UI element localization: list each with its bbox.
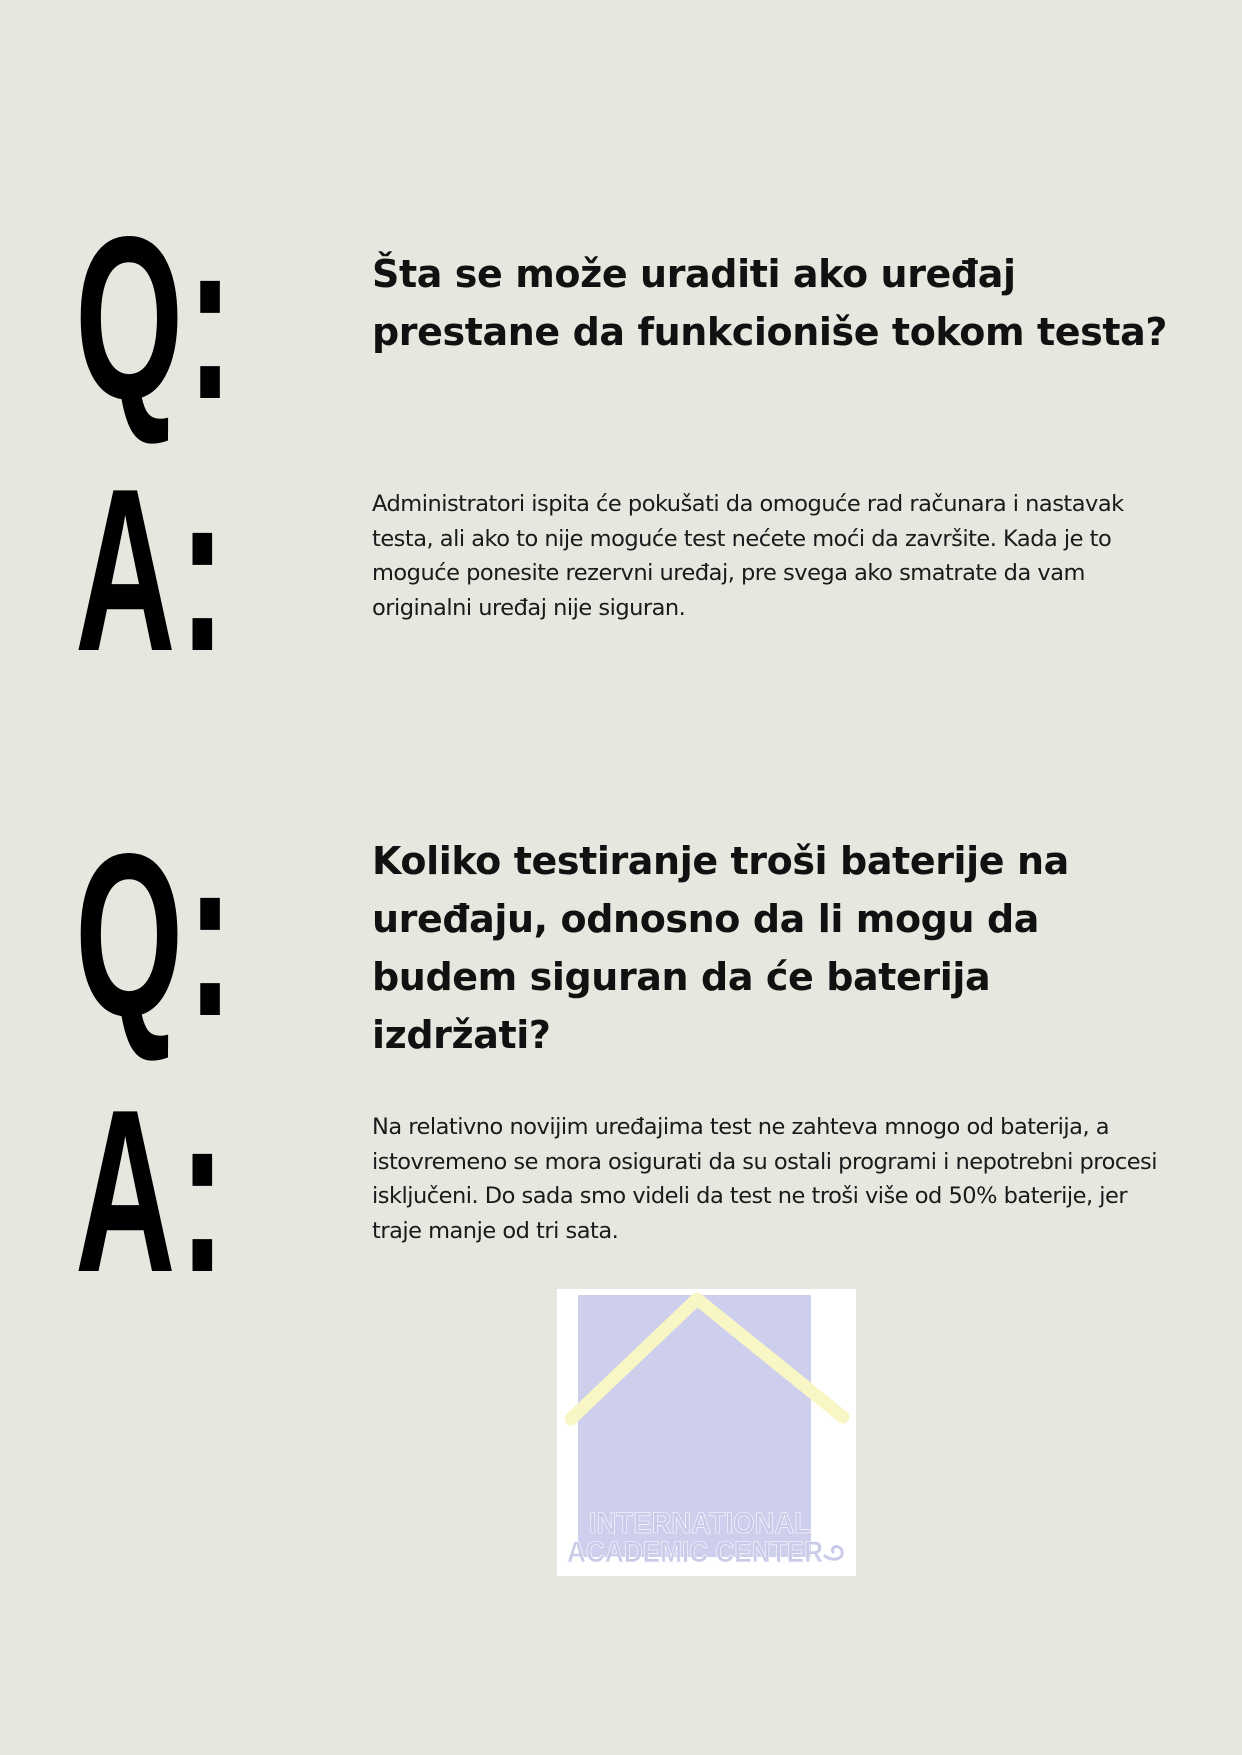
- logo-text-line1: INTERNATIONAL: [589, 1507, 811, 1540]
- question-text: Šta se može uraditi ako uređaj prestane da funkcioniše tokom testa?: [372, 252, 1167, 354]
- answer-marker: A:: [75, 441, 230, 700]
- question-text: Koliko testiranje troši baterije na uređaju, odnosno da li mogu da budem siguran da će baterija izdržati?: [372, 839, 1069, 1057]
- answer-marker: A:: [75, 1062, 230, 1321]
- logo-text-line2: ACADEMIC CENTER: [567, 1536, 824, 1569]
- answer-text: Administratori ispita će pokušati da omoguće rad računara i nastavak testa, ali ako to nije moguće test nećete moći da završite. Kada je to moguće ponesite rezervni uređaj, pre svega ako smatrate da vam originalni uređaj nije siguran.: [372, 491, 1124, 621]
- swirl-icon: [825, 1547, 842, 1560]
- answer-text: Na relativno novijim uređajima test ne zahteva mnogo od baterija, a istovremeno se mora osigurati da su ostali programi i nepotrebni procesi isključeni. Do sada smo videli da test ne troši više od 50% baterije, jer traje manje od tri sata.: [372, 1114, 1158, 1244]
- question-marker: Q:: [75, 189, 237, 448]
- international-academic-center-logo: [557, 1289, 856, 1576]
- question-marker: Q:: [75, 806, 237, 1065]
